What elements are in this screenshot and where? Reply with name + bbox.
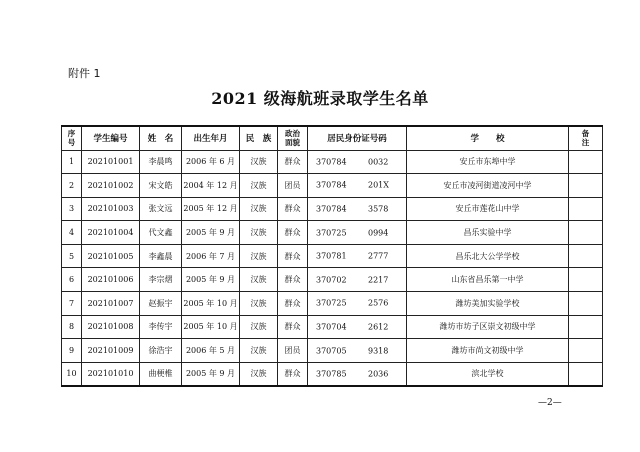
cell-remark	[569, 221, 603, 245]
id-prefix: 370725	[316, 298, 347, 308]
cell-school: 昌乐实验中学	[407, 221, 569, 245]
document-title: 2021 级海航班录取学生名单	[211, 89, 429, 108]
table-row	[62, 197, 603, 221]
cell-student-id: 202101002	[82, 174, 140, 198]
header-remark-line1: 备	[581, 129, 590, 139]
table-body	[62, 150, 603, 386]
cell-ethnicity: 汉族	[240, 268, 278, 292]
cell-id-number	[308, 268, 407, 292]
cell-ethnicity: 汉族	[240, 197, 278, 221]
header-political-line2: 面貌	[285, 138, 300, 148]
cell-student-id: 202101001	[82, 150, 140, 174]
cell-id-number	[308, 221, 407, 245]
cell-birth: 2004 年 12 月	[182, 174, 240, 198]
header-id-number: 居民身份证号码	[308, 126, 407, 150]
cell-seq: 4	[62, 221, 82, 245]
cell-birth: 2005 年 12 月	[182, 197, 240, 221]
cell-seq: 6	[62, 268, 82, 292]
id-suffix: 0032	[368, 157, 389, 167]
cell-seq: 3	[62, 197, 82, 221]
cell-birth: 2006 年 5 月	[182, 339, 240, 363]
cell-seq: 2	[62, 174, 82, 198]
cell-birth: 2005 年 9 月	[182, 268, 240, 292]
cell-seq: 1	[62, 150, 82, 174]
cell-political: 团员	[278, 339, 308, 363]
header-seq-line2: 号	[67, 138, 76, 148]
table-row	[62, 339, 603, 363]
cell-seq: 5	[62, 244, 82, 268]
cell-name: 李鑫晨	[140, 244, 182, 268]
id-prefix: 370725	[316, 228, 347, 238]
header-seq	[62, 126, 82, 150]
cell-political: 群众	[278, 244, 308, 268]
id-suffix: 2576	[368, 298, 389, 308]
header-school: 学 校	[407, 126, 569, 150]
cell-name: 徐浩宇	[140, 339, 182, 363]
cell-school: 潍坊市尚文初级中学	[407, 339, 569, 363]
cell-student-id: 202101008	[82, 315, 140, 339]
header-student-id: 学生编号	[82, 126, 140, 150]
student-roster-table	[61, 125, 603, 387]
cell-name: 曲梗椎	[140, 362, 182, 386]
cell-student-id: 202101007	[82, 292, 140, 316]
cell-school: 滨北学校	[407, 362, 569, 386]
header-seq-line1: 序	[67, 129, 76, 139]
cell-id-number	[308, 315, 407, 339]
id-suffix: 201X	[368, 180, 389, 190]
cell-political: 群众	[278, 362, 308, 386]
cell-birth: 2006 年 6 月	[182, 150, 240, 174]
cell-birth: 2005 年 9 月	[182, 221, 240, 245]
id-prefix: 370702	[316, 275, 347, 285]
cell-school: 潍坊市坊子区崇文初级中学	[407, 315, 569, 339]
table-row	[62, 221, 603, 245]
id-suffix: 2612	[368, 322, 389, 332]
id-prefix: 370705	[316, 346, 347, 356]
cell-seq: 10	[62, 362, 82, 386]
cell-ethnicity: 汉族	[240, 150, 278, 174]
header-ethnicity: 民 族	[240, 126, 278, 150]
id-prefix: 370781	[316, 251, 347, 261]
cell-remark	[569, 244, 603, 268]
cell-political: 群众	[278, 292, 308, 316]
id-prefix: 370784	[316, 157, 347, 167]
cell-seq: 7	[62, 292, 82, 316]
cell-id-number	[308, 339, 407, 363]
table-header-row	[62, 126, 603, 150]
attachment-label: 附件 1	[68, 67, 101, 80]
cell-id-number	[308, 150, 407, 174]
cell-school: 山东省昌乐第一中学	[407, 268, 569, 292]
cell-student-id: 202101006	[82, 268, 140, 292]
id-suffix: 0994	[368, 228, 389, 238]
id-prefix: 370704	[316, 322, 347, 332]
id-suffix: 2036	[368, 369, 389, 379]
cell-ethnicity: 汉族	[240, 221, 278, 245]
cell-birth: 2005 年 9 月	[182, 362, 240, 386]
cell-id-number	[308, 174, 407, 198]
cell-political: 群众	[278, 197, 308, 221]
cell-seq: 8	[62, 315, 82, 339]
table-row	[62, 362, 603, 386]
cell-birth: 2005 年 10 月	[182, 315, 240, 339]
cell-ethnicity: 汉族	[240, 362, 278, 386]
cell-ethnicity: 汉族	[240, 244, 278, 268]
page-number: —2—	[538, 398, 562, 408]
id-prefix: 370784	[316, 180, 347, 190]
cell-remark	[569, 292, 603, 316]
cell-ethnicity: 汉族	[240, 174, 278, 198]
id-suffix: 3578	[368, 204, 389, 214]
cell-birth: 2005 年 10 月	[182, 292, 240, 316]
cell-school: 安丘市东埠中学	[407, 150, 569, 174]
cell-name: 宋文皓	[140, 174, 182, 198]
cell-remark	[569, 362, 603, 386]
cell-id-number	[308, 244, 407, 268]
cell-political: 群众	[278, 150, 308, 174]
cell-remark	[569, 315, 603, 339]
cell-political: 群众	[278, 268, 308, 292]
cell-ethnicity: 汉族	[240, 292, 278, 316]
cell-remark	[569, 268, 603, 292]
cell-remark	[569, 197, 603, 221]
cell-student-id: 202101005	[82, 244, 140, 268]
id-prefix: 370784	[316, 204, 347, 214]
header-name: 姓 名	[140, 126, 182, 150]
cell-seq: 9	[62, 339, 82, 363]
cell-birth: 2006 年 7 月	[182, 244, 240, 268]
cell-political: 群众	[278, 221, 308, 245]
cell-remark	[569, 150, 603, 174]
table-row	[62, 174, 603, 198]
cell-remark	[569, 339, 603, 363]
cell-name: 张文远	[140, 197, 182, 221]
cell-ethnicity: 汉族	[240, 339, 278, 363]
table-row	[62, 244, 603, 268]
cell-political: 群众	[278, 315, 308, 339]
cell-student-id: 202101003	[82, 197, 140, 221]
header-remark	[569, 126, 603, 150]
cell-name: 赵振宇	[140, 292, 182, 316]
cell-political: 团员	[278, 174, 308, 198]
cell-school: 潍坊美加实验学校	[407, 292, 569, 316]
cell-name: 李晨鸣	[140, 150, 182, 174]
table-row	[62, 268, 603, 292]
cell-id-number	[308, 197, 407, 221]
cell-student-id: 202101004	[82, 221, 140, 245]
cell-id-number	[308, 292, 407, 316]
cell-school: 昌乐北大公学学校	[407, 244, 569, 268]
cell-name: 李宗熠	[140, 268, 182, 292]
cell-name: 代文鑫	[140, 221, 182, 245]
id-suffix: 9318	[368, 346, 389, 356]
header-birth: 出生年月	[182, 126, 240, 150]
cell-id-number	[308, 362, 407, 386]
header-remark-line2: 注	[581, 138, 590, 148]
cell-student-id: 202101009	[82, 339, 140, 363]
table-row	[62, 315, 603, 339]
cell-school: 安丘市凌河街道凌河中学	[407, 174, 569, 198]
id-suffix: 2217	[368, 275, 389, 285]
id-suffix: 2777	[368, 251, 389, 261]
id-prefix: 370785	[316, 369, 347, 379]
cell-remark	[569, 174, 603, 198]
header-political-line1: 政治	[285, 129, 300, 139]
cell-ethnicity: 汉族	[240, 315, 278, 339]
cell-school: 安丘市莲花山中学	[407, 197, 569, 221]
cell-student-id: 202101010	[82, 362, 140, 386]
cell-name: 李传宇	[140, 315, 182, 339]
header-political	[278, 126, 308, 150]
table-row	[62, 150, 603, 174]
table-row	[62, 292, 603, 316]
